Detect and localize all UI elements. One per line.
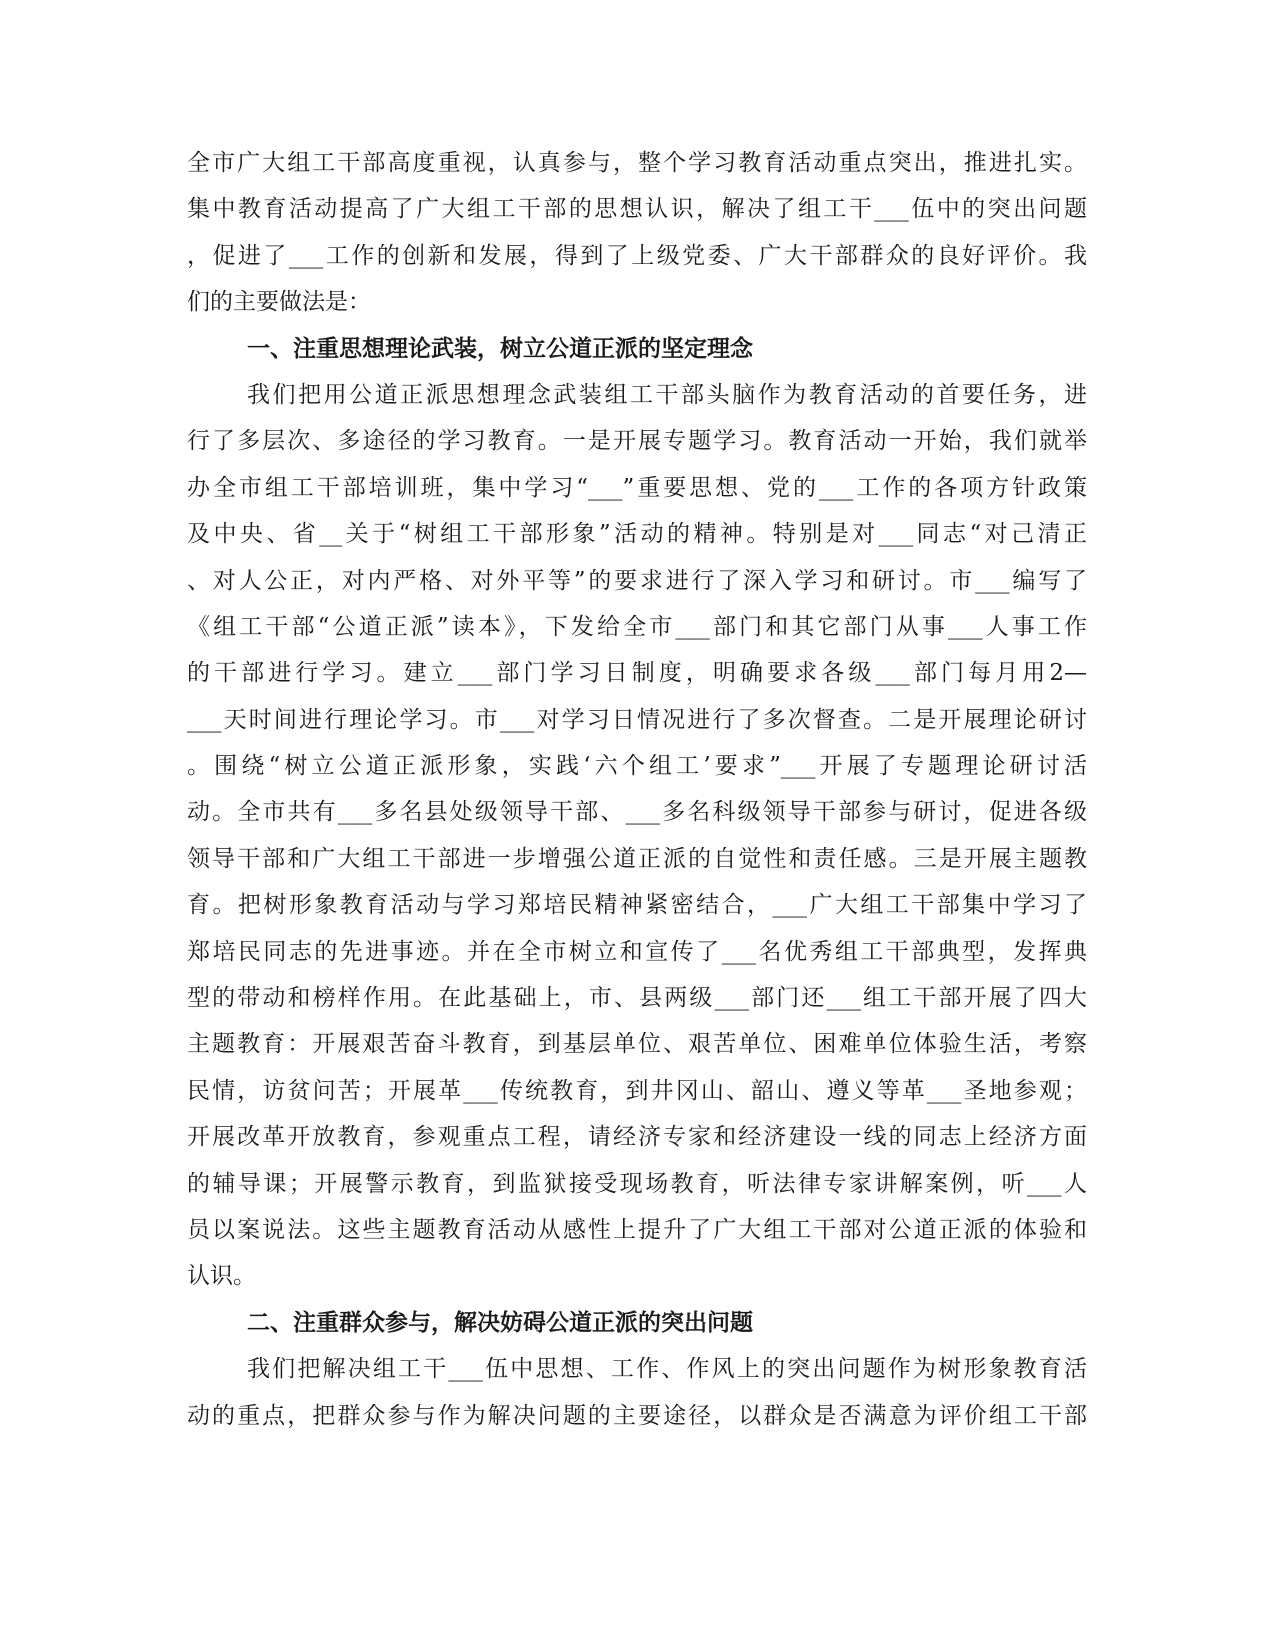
section-heading: 一、注重思想理论武装，树立公道正派的坚定理念: [247, 334, 753, 362]
paragraph-line: 及中央、省__关于“树组工干部形象”活动的精神。特别是对___同志“对己清正: [187, 521, 1087, 548]
paragraph-line: 领导干部和广大组工干部进一步增强公道正派的自觉性和责任感。三是开展主题教: [187, 845, 1087, 872]
paragraph-line: 民情，访贫问苦；开展革___传统教育，到井冈山、韶山、遵义等革___圣地参观；: [187, 1077, 1087, 1104]
paragraph-line: 动的重点，把群众参与作为解决问题的主要途径，以群众是否满意为评价组工干部: [187, 1402, 1087, 1429]
paragraph-line: 全市广大组工干部高度重视，认真参与，整个学习教育活动重点突出，推进扎实。: [187, 150, 1087, 176]
paragraph-line: 我们把解决组工干___伍中思想、工作、作风上的突出问题作为树形象教育活: [247, 1356, 1087, 1383]
paragraph-line: 集中教育活动提高了广大组工干部的思想认识，解决了组工干___伍中的突出问题: [187, 196, 1087, 223]
paragraph-line: 们的主要做法是：: [187, 289, 371, 316]
paragraph-line: 行了多层次、多途径的学习教育。一是开展专题学习。教育活动一开始，我们就举: [187, 428, 1087, 455]
paragraph-line: 《组工干部“公道正派”读本》，下发给全市___部门和其它部门从事___人事工作: [187, 613, 1087, 640]
paragraph-line: 我们把用公道正派思想理念武装组工干部头脑作为教育活动的首要任务，进: [247, 381, 1087, 408]
document-body: [187, 140, 1087, 1439]
paragraph-line: 育。把树形象教育活动与学习郑培民精神紧密结合，___广大组工干部集中学习了: [187, 892, 1087, 919]
paragraph-line: 的干部进行学习。建立___部门学习日制度，明确要求各级___部门每月用2—: [187, 660, 1087, 687]
paragraph-line: 办全市组工干部培训班，集中学习“___”重要思想、党的___工作的各项方针政策: [187, 474, 1087, 501]
paragraph-line: 认识。: [187, 1263, 256, 1290]
paragraph-line: 郑培民同志的先进事迹。并在全市树立和宣传了___名优秀组工干部典型，发挥典: [187, 938, 1087, 965]
paragraph-line: 。围绕“树立公道正派形象，实践‘六个组工’要求”___开展了专题理论研讨活: [187, 753, 1087, 780]
paragraph-line: 开展改革开放教育，参观重点工程，请经济专家和经济建设一线的同志上经济方面: [187, 1124, 1087, 1151]
paragraph-line: 主题教育：开展艰苦奋斗教育，到基层单位、艰苦单位、困难单位体验生活，考察: [187, 1031, 1087, 1058]
paragraph-line: ，促进了___工作的创新和发展，得到了上级党委、广大干部群众的良好评价。我: [187, 242, 1087, 269]
paragraph-line: 员以案说法。这些主题教育活动从感性上提升了广大组工干部对公道正派的体验和: [187, 1216, 1087, 1243]
paragraph-line: ___天时间进行理论学习。市___对学习日情况进行了多次督查。二是开展理论研讨: [187, 706, 1087, 733]
paragraph-line: 的辅导课；开展警示教育，到监狱接受现场教育，听法律专家讲解案例，听___人: [187, 1170, 1087, 1197]
paragraph-line: 型的带动和榜样作用。在此基础上，市、县两级___部门还___组工干部开展了四大: [187, 985, 1087, 1012]
paragraph-line: 、对人公正，对内严格、对外平等”的要求进行了深入学习和研讨。市___编写了: [187, 567, 1087, 594]
section-heading: 二、注重群众参与，解决妨碍公道正派的突出问题: [247, 1308, 753, 1336]
paragraph-line: 动。全市共有___多名县处级领导干部、___多名科级领导干部参与研讨，促进各级: [187, 799, 1087, 826]
